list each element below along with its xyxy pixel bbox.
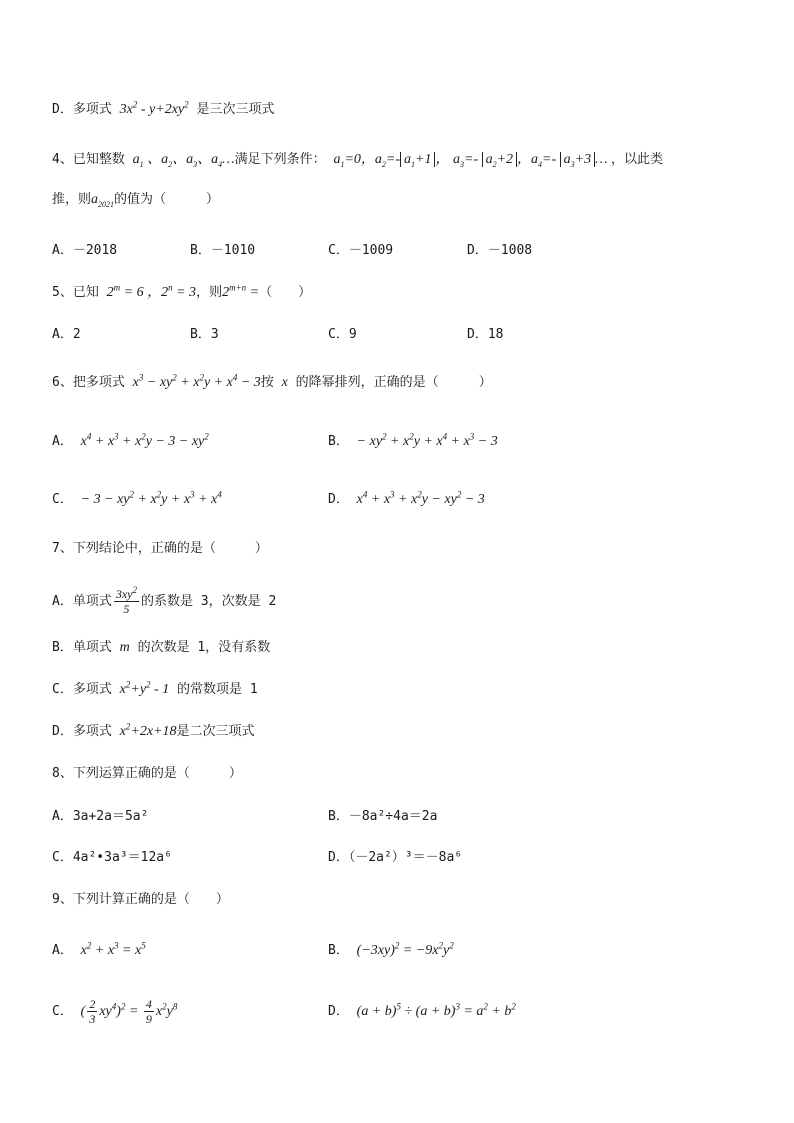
q6-option-d: [328, 490, 485, 510]
q9-d-label: D．: [328, 1004, 349, 1019]
q7-b-post: 的次数是 1，没有系数: [137, 640, 271, 655]
q9-option-c: [52, 997, 177, 1027]
q7-option-c: [52, 680, 258, 700]
q4-target: $a_{2021}$: [91, 192, 115, 209]
q8-stem: 8、下列运算正确的是（ ）: [52, 766, 242, 781]
q9-a-expr: $x^2 + x^3 = x^5$: [80, 940, 146, 958]
q4-option-a: A．－2018: [52, 243, 118, 258]
q8-option-b: B．－8a²÷4a＝2a: [328, 809, 438, 824]
q9-option-b: [328, 941, 454, 961]
q6-stem-pre: 6、把多项式: [52, 375, 125, 390]
q5-option-d: D．18: [467, 327, 504, 342]
q6-var: x: [281, 375, 288, 390]
q6-c-expr: − $3 - xy^2 + x^2y + x^3 + x^4$: [80, 489, 222, 507]
q7-d-pre: D．多项式: [52, 724, 112, 739]
q4-close: ）: [206, 192, 220, 207]
q7-b-var: m: [119, 640, 130, 655]
q7-b-pre: B．单项式: [52, 640, 112, 655]
q6-a-expr: $x^4 + x^3 + x^2y - 3 - xy^2$: [80, 431, 209, 449]
q7-option-a: [52, 587, 276, 617]
q9-b-label: B．: [328, 943, 349, 958]
q7-c-expr: $x^2+y^2 - 1$: [119, 679, 170, 697]
q8-option-d: D．（－2a²）³＝－8a⁶: [328, 850, 463, 865]
q4-stem-line1: [52, 150, 663, 170]
q7-a-post: 的系数是 3，次数是 2: [140, 594, 277, 609]
q5-stem-post: ，则: [196, 285, 223, 300]
q9-c-label: C．: [52, 1004, 73, 1019]
q6-stem: [52, 373, 492, 393]
q9-c-expr: ( $\frac{2}{3}$ $xy^4)^2$ = $\frac{4}{9}$ $x^2y^8$: [80, 997, 178, 1027]
q5-stem: [52, 283, 311, 303]
q7-a-fraction: $\frac{3xy^2}{5}$: [115, 585, 137, 616]
q6-stem-post: 的降幂排列，正确的是（: [295, 375, 439, 390]
q9-d-expr: $(a + b)^5 \div (a + b)^3 = a^2 + b^2$: [356, 1001, 516, 1019]
q9-a-label: A．: [52, 943, 73, 958]
q6-close: ）: [478, 375, 492, 390]
q3-d-tail: 是三次三项式: [196, 102, 275, 117]
q5-close: （ ）: [259, 285, 312, 300]
q3-d-expr: $3x^2 - y+2xy^2$: [119, 99, 189, 117]
q4-option-d: D．－1008: [467, 243, 533, 258]
q9-option-d: [328, 1002, 516, 1022]
q7-stem: 7、下列结论中，正确的是（ ）: [52, 541, 268, 556]
q4-line2-pre: 推，则: [52, 192, 92, 207]
q9-b-expr: $(-3xy)^2 = -9x^2y^2$: [356, 940, 454, 958]
q6-d-label: D．: [328, 492, 349, 507]
q6-b-expr: − $xy^2 + x^2y + x^4 + x^3 - 3$: [356, 431, 498, 449]
q6-option-a: [52, 432, 209, 452]
q4-conds-intro: 满足下列条件：: [234, 152, 326, 167]
q3-d-label: D．多项式: [52, 102, 112, 117]
q7-c-pre: C．多项式: [52, 682, 112, 697]
q5-target: $2^{m+n}$ =: [222, 282, 260, 300]
q6-option-b: [328, 432, 498, 452]
q4-line2-post: 的值为（: [114, 192, 167, 207]
q9-option-a: [52, 941, 146, 961]
q7-d-post: 是二次三项式: [176, 724, 255, 739]
q7-c-post: 的常数项是 1: [177, 682, 258, 697]
q4-conditions: $a_1=0$，$a_2=-$ $a_1+1$ ， $a_3=-$ $a_2+2$ ，$a_4=-$ $a_3+3$ …: [333, 152, 612, 169]
q4-tail: ，以此类: [611, 152, 664, 167]
q3-option-d: [52, 100, 275, 120]
q5-stem-pre: 5、已知: [52, 285, 99, 300]
q5-conds: $2^m = 6$ ，$2^n = 3$: [106, 282, 197, 300]
q7-a-pre: A．单项式: [52, 594, 112, 609]
q4-option-b: B．－1010: [190, 243, 256, 258]
q6-option-c: [52, 490, 222, 510]
q5-option-c: C．9: [328, 327, 357, 342]
q9-stem: 9、下列计算正确的是（ ）: [52, 892, 229, 907]
q8-option-a: A．3a+2a＝5a²: [52, 809, 149, 824]
q7-d-expr: $x^2+2x+18$: [119, 721, 177, 739]
q6-b-label: B．: [328, 434, 349, 449]
q6-a-label: A．: [52, 434, 73, 449]
q6-stem-mid: 按: [260, 375, 274, 390]
q7-option-b: [52, 638, 270, 658]
q6-poly: $x^3 - xy^2 + x^2y + x^4 - 3$: [132, 372, 261, 390]
q4-prefix: 4、已知整数: [52, 152, 125, 167]
q4-seq: $a_1$ 、$a_2$、$a_3$、$a_4\dots$: [132, 152, 235, 169]
q5-option-a: A．2: [52, 327, 81, 342]
q4-option-c: C．－1009: [328, 243, 394, 258]
q4-stem-line2: [52, 190, 219, 210]
q6-c-label: C．: [52, 492, 73, 507]
q5-option-b: B．3: [190, 327, 219, 342]
q6-d-expr: $x^4 + x^3 + x^2y - xy^2 - 3$: [356, 489, 485, 507]
q8-option-c: C．4a²•3a³＝12a⁶: [52, 850, 172, 865]
q7-option-d: [52, 722, 255, 742]
